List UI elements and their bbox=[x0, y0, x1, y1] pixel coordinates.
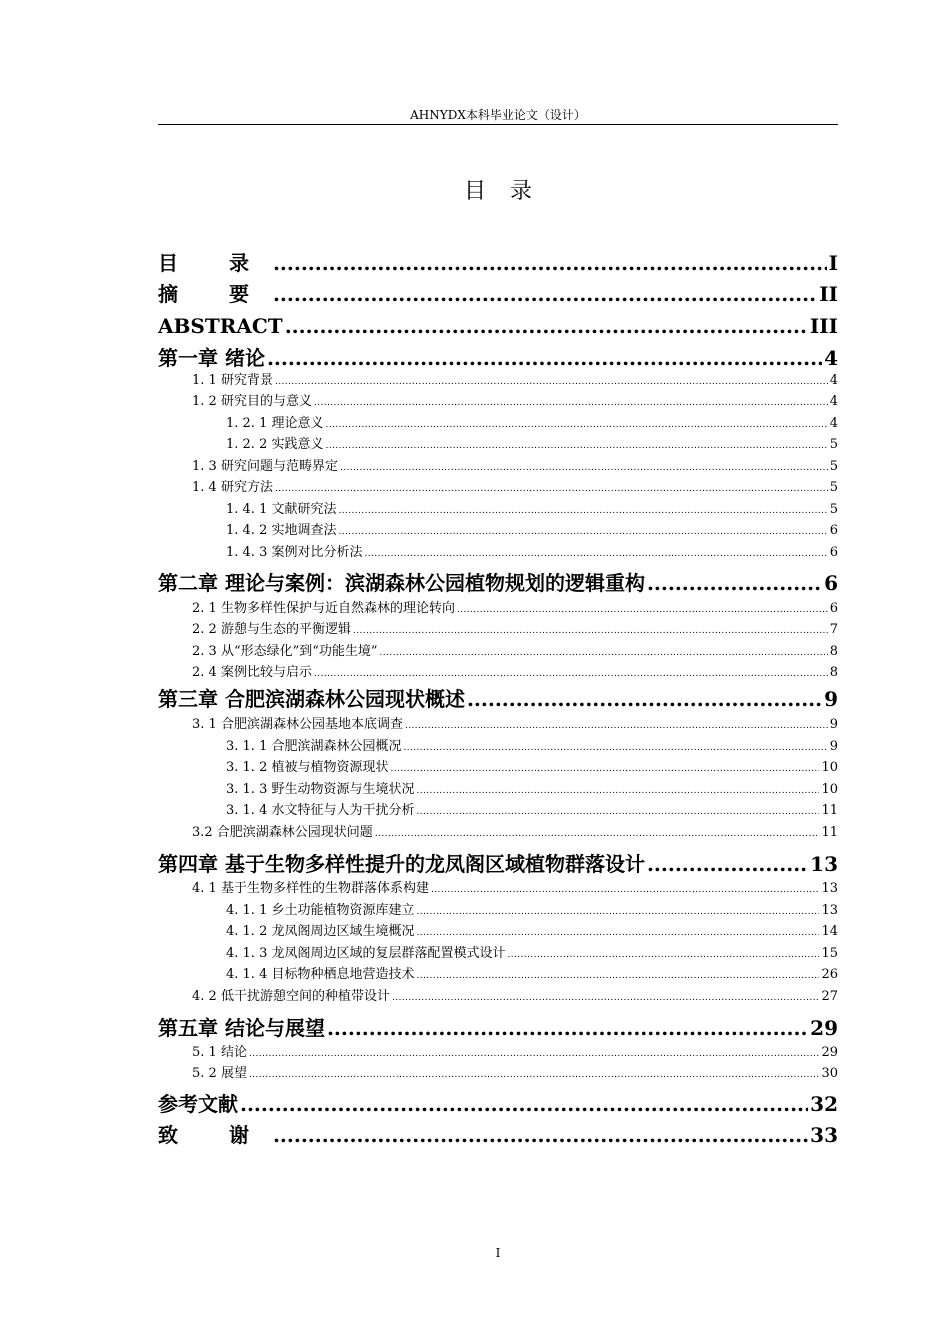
toc-entry-label: 3. 1. 2 植被与植物资源现状 bbox=[226, 760, 389, 775]
toc-dot-leader bbox=[416, 801, 819, 822]
toc-entry[interactable] bbox=[158, 619, 838, 641]
toc-entry-page: 5 bbox=[829, 459, 838, 474]
toc-dot-leader bbox=[364, 543, 827, 564]
toc-entry[interactable] bbox=[158, 986, 838, 1008]
toc-entry-page: 9 bbox=[829, 717, 838, 732]
toc-entry-page: 6 bbox=[829, 523, 838, 538]
toc-dot-leader bbox=[338, 521, 827, 542]
toc-entry-page: 33 bbox=[810, 1123, 838, 1147]
toc-entry[interactable] bbox=[158, 1013, 838, 1043]
toc-dot-leader bbox=[467, 684, 822, 714]
toc-entry-page: II bbox=[819, 282, 838, 306]
toc-dot-leader bbox=[390, 758, 819, 779]
toc-entry[interactable] bbox=[158, 311, 838, 341]
toc-dot-leader bbox=[273, 248, 827, 278]
toc-entry-page: 32 bbox=[810, 1092, 838, 1116]
toc-entry-label: 第一章 绪论 bbox=[158, 346, 265, 370]
toc-entry-label: 1. 1 研究背景 bbox=[192, 373, 273, 388]
toc-entry-label: 3. 1. 3 野生动物资源与生境状况 bbox=[226, 782, 415, 797]
toc-entry-label: 4. 2 低干扰游憩空间的种植带设计 bbox=[192, 989, 390, 1004]
toc-dot-leader bbox=[249, 1064, 820, 1085]
toc-entry[interactable] bbox=[158, 757, 838, 779]
toc-entry-label: 4. 1. 4 目标物种栖息地营造技术 bbox=[226, 967, 415, 982]
toc-entry-page: 4 bbox=[829, 394, 838, 409]
toc-entry-label: 1. 3 研究问题与范畴界定 bbox=[192, 459, 338, 474]
toc-entry-label: 2. 2 游憩与生态的平衡逻辑 bbox=[192, 622, 351, 637]
toc-dot-leader bbox=[338, 500, 827, 521]
toc-dot-leader bbox=[273, 279, 817, 309]
toc-entry[interactable] bbox=[158, 413, 838, 435]
toc-entry-label: 3. 1. 1 合肥滨湖森林公园概况 bbox=[226, 739, 402, 754]
toc-entry-page: 10 bbox=[821, 782, 838, 797]
toc-entry-label: 4. 1. 3 龙凤阁周边区域的复层群落配置模式设计 bbox=[226, 946, 506, 961]
toc-entry-page: 29 bbox=[810, 1016, 838, 1040]
toc-dot-leader bbox=[405, 715, 828, 736]
toc-entry-page: 7 bbox=[829, 622, 838, 637]
toc-entry-page: 6 bbox=[829, 545, 838, 560]
toc-entry-label: 3. 1 合肥滨湖森林公园基地本底调查 bbox=[192, 717, 403, 732]
toc-entry-page: 5 bbox=[829, 502, 838, 517]
toc-entry[interactable] bbox=[158, 279, 838, 309]
toc-entry[interactable] bbox=[158, 822, 838, 844]
toc-entry[interactable] bbox=[158, 878, 838, 900]
toc-dot-leader bbox=[403, 737, 827, 758]
toc-entry-page: 4 bbox=[829, 373, 838, 388]
toc-entry-page: 8 bbox=[829, 665, 838, 680]
toc-entry[interactable] bbox=[158, 849, 838, 879]
toc-entry[interactable] bbox=[158, 1042, 838, 1064]
toc-dot-leader bbox=[507, 944, 819, 965]
toc-dot-leader bbox=[392, 987, 820, 1008]
toc-dot-leader bbox=[275, 371, 828, 392]
toc-entry[interactable] bbox=[158, 598, 838, 620]
toc-entry-page: 4 bbox=[829, 416, 838, 431]
toc-entry-page: 15 bbox=[821, 946, 838, 961]
toc-entry[interactable] bbox=[158, 343, 838, 373]
toc-entry[interactable] bbox=[158, 921, 838, 943]
toc-entry-label: 1. 2. 1 理论意义 bbox=[226, 416, 324, 431]
toc-entry[interactable] bbox=[158, 900, 838, 922]
toc-entry-label: 5. 2 展望 bbox=[192, 1066, 247, 1081]
toc-entry[interactable] bbox=[158, 800, 838, 822]
toc-entry[interactable] bbox=[158, 641, 838, 663]
toc-entry[interactable] bbox=[158, 684, 838, 714]
toc-entry-label: 第二章 理论与案例：滨湖森林公园植物规划的逻辑重构 bbox=[158, 571, 645, 595]
toc-dot-leader bbox=[273, 1120, 808, 1150]
toc-entry-label: ABSTRACT bbox=[158, 314, 283, 338]
toc-entry[interactable] bbox=[158, 662, 838, 684]
toc-entry-label: 1. 4. 1 文献研究法 bbox=[226, 502, 337, 517]
toc-entry-label: 4. 1 基于生物多样性的生物群落体系构建 bbox=[192, 881, 429, 896]
running-header: AHNYDX本科毕业论文（设计） bbox=[410, 108, 586, 122]
toc-entry-label: 4. 1. 2 龙凤阁周边区域生境概况 bbox=[226, 924, 415, 939]
page-title: 目录 bbox=[463, 179, 556, 204]
toc-entry-label: 第五章 结论与展望 bbox=[158, 1016, 325, 1040]
toc-entry[interactable] bbox=[158, 391, 838, 413]
toc-entry-label: 第四章 基于生物多样性提升的龙凤阁区域植物群落设计 bbox=[158, 852, 645, 876]
header-rule bbox=[158, 124, 838, 125]
toc-entry-page: 11 bbox=[821, 803, 838, 818]
toc-dot-leader bbox=[327, 1013, 808, 1043]
toc-entry[interactable] bbox=[158, 1089, 838, 1119]
toc-entry-label: 3.2 合肥滨湖森林公园现状问题 bbox=[192, 825, 373, 840]
toc-dot-leader bbox=[457, 599, 828, 620]
toc-entry-label: 摘 要 bbox=[158, 282, 271, 306]
toc-entry-label: 1. 2 研究目的与意义 bbox=[192, 394, 312, 409]
toc-entry[interactable] bbox=[158, 568, 838, 598]
toc-entry-page: 6 bbox=[829, 601, 838, 616]
toc-dot-leader bbox=[416, 922, 819, 943]
toc-dot-leader bbox=[314, 392, 828, 413]
toc-dot-leader bbox=[416, 901, 819, 922]
toc-entry-page: 5 bbox=[829, 480, 838, 495]
toc-entry-page: 29 bbox=[821, 1045, 838, 1060]
toc-dot-leader bbox=[314, 663, 828, 684]
toc-dot-leader bbox=[647, 849, 808, 879]
toc-dot-leader bbox=[380, 642, 828, 663]
toc-entry-page: 6 bbox=[824, 571, 838, 595]
toc-entry-label: 2. 1 生物多样性保护与近自然森林的理论转向 bbox=[192, 601, 455, 616]
toc-entry-page: 8 bbox=[829, 644, 838, 659]
toc-entry-page: 11 bbox=[821, 825, 838, 840]
toc-entry-page: 27 bbox=[821, 989, 838, 1004]
toc-entry-page: 9 bbox=[829, 739, 838, 754]
toc-entry-page: 26 bbox=[821, 967, 838, 982]
toc-dot-leader bbox=[416, 965, 819, 986]
toc-dot-leader bbox=[353, 620, 828, 641]
toc-entry[interactable] bbox=[158, 434, 838, 456]
toc-entry-label: 1. 4. 2 实地调查法 bbox=[226, 523, 337, 538]
toc-dot-leader bbox=[647, 568, 822, 598]
toc-entry-page: 13 bbox=[821, 881, 838, 896]
toc-dot-leader bbox=[275, 478, 828, 499]
toc-entry-page: 4 bbox=[824, 346, 838, 370]
toc-entry[interactable] bbox=[158, 714, 838, 736]
toc-dot-leader bbox=[249, 1043, 820, 1064]
toc-entry-page: I bbox=[828, 251, 838, 275]
toc-entry-label: 1. 2. 2 实践意义 bbox=[226, 437, 324, 452]
toc-entry[interactable] bbox=[158, 248, 838, 278]
toc-entry-page: 9 bbox=[824, 687, 838, 711]
toc-entry-label: 目 录 bbox=[158, 251, 271, 275]
toc-dot-leader bbox=[416, 780, 819, 801]
toc-entry[interactable] bbox=[158, 520, 838, 542]
toc-entry-page: 14 bbox=[821, 924, 838, 939]
toc-entry[interactable] bbox=[158, 1063, 838, 1085]
toc-entry-page: 10 bbox=[821, 760, 838, 775]
toc-entry-page: 30 bbox=[821, 1066, 838, 1081]
toc-dot-leader bbox=[340, 457, 828, 478]
toc-entry[interactable] bbox=[158, 964, 838, 986]
toc-dot-leader bbox=[240, 1089, 808, 1119]
toc-dot-leader bbox=[267, 343, 822, 373]
toc-entry-page: 5 bbox=[829, 437, 838, 452]
toc-entry-label: 参考文献 bbox=[158, 1092, 238, 1116]
toc-entry[interactable] bbox=[158, 943, 838, 965]
toc-entry[interactable] bbox=[158, 499, 838, 521]
toc-entry-page: 13 bbox=[810, 852, 838, 876]
toc-entry-label: 1. 4 研究方法 bbox=[192, 480, 273, 495]
toc-entry-label: 1. 4. 3 案例对比分析法 bbox=[226, 545, 363, 560]
toc-dot-leader bbox=[285, 311, 808, 341]
toc-entry[interactable] bbox=[158, 736, 838, 758]
toc-dot-leader bbox=[325, 414, 827, 435]
toc-entry[interactable] bbox=[158, 456, 838, 478]
toc-entry[interactable] bbox=[158, 477, 838, 499]
toc-entry[interactable] bbox=[158, 779, 838, 801]
toc-entry-page: III bbox=[809, 314, 838, 338]
toc-entry-page: 13 bbox=[821, 903, 838, 918]
toc-entry-label: 3. 1. 4 水文特征与人为干扰分析 bbox=[226, 803, 415, 818]
toc-entry-label: 2. 4 案例比较与启示 bbox=[192, 665, 312, 680]
toc-entry[interactable] bbox=[158, 370, 838, 392]
toc-entry-label: 第三章 合肥滨湖森林公园现状概述 bbox=[158, 687, 465, 711]
toc-entry-label: 5. 1 结论 bbox=[192, 1045, 247, 1060]
toc-entry-label: 4. 1. 1 乡土功能植物资源库建立 bbox=[226, 903, 415, 918]
toc-entry-label: 致 谢 bbox=[158, 1123, 271, 1147]
toc-dot-leader bbox=[375, 823, 820, 844]
page-number: I bbox=[495, 1246, 501, 1260]
toc-entry[interactable] bbox=[158, 1120, 838, 1150]
toc-entry[interactable] bbox=[158, 542, 838, 564]
toc-dot-leader bbox=[325, 435, 827, 456]
toc-entry-label: 2. 3 从“形态绿化”到“功能生境” bbox=[192, 644, 378, 659]
toc-dot-leader bbox=[431, 879, 820, 900]
